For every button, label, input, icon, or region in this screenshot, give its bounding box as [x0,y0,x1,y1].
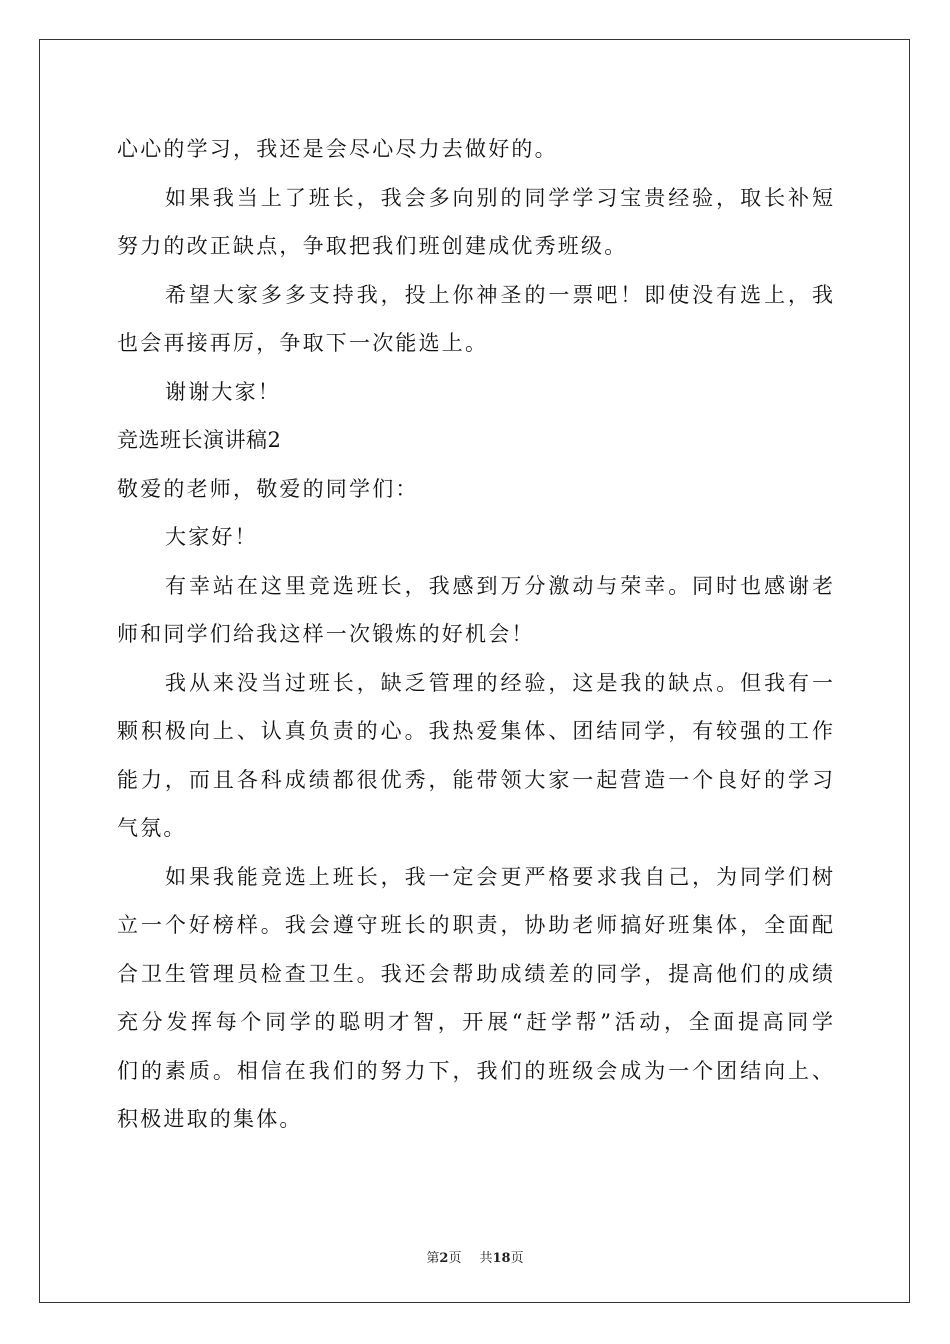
paragraph-line: 师和同学们给我这样一次锻炼的好机会！ [117,622,535,646]
paragraph-line: 也会再接再厉，争取下一次能选上。 [117,331,489,355]
paragraph-line: 颗积极向上、认真负责的心。我热爱集体、团结同学，有较强的工作 [117,719,833,743]
page-footer [0,1247,950,1266]
paragraph-line: 们的素质。相信在我们的努力下，我们的班级会成为一个团结向上、 [117,1058,833,1083]
paragraph-line: 有幸站在这里竞选班长，我感到万分激动与荣幸。同时也感谢老 [165,573,833,598]
document-body [117,125,833,1144]
paragraph-line: 希望大家多多支持我，投上你神圣的一票吧！即使没有选上，我 [165,282,833,307]
paragraph-line: 如果我能竞选上班长，我一定会更严格要求我自己，为同学们树 [165,864,833,889]
paragraph-line: 能力，而且各科成绩都很优秀，能带领大家一起营造一个良好的学习 [117,767,833,792]
total-suffix: 页 [510,1251,524,1266]
paragraph-line: 努力的改正缺点，争取把我们班创建成优秀班级。 [117,234,628,258]
page-prefix: 第 [426,1251,440,1266]
page-number: 2 [439,1251,449,1266]
paragraph-line: 谢谢大家！ [165,379,281,404]
paragraph-line: 充分发挥每个同学的聪明才智，开展“赶学帮”活动，全面提高同学 [117,1010,833,1034]
paragraph-line: 气氛。 [117,816,187,840]
paragraph-line: 心心的学习，我还是会尽心尽力去做好的。 [117,137,558,161]
paragraph-line: 立一个好榜样。我会遵守班长的职责，协助老师搞好班集体，全面配 [117,913,833,937]
total-pages: 18 [492,1251,511,1266]
greeting: 大家好！ [165,525,258,549]
page-suffix: 页 [448,1251,462,1266]
paragraph-line: 合卫生管理员检查卫生。我还会帮助成绩差的同学，提高他们的成绩 [117,961,833,986]
paragraph-line: 如果我当上了班长，我会多向别的同学学习宝贵经验，取长补短 [165,185,833,210]
section-heading: 竞选班长演讲稿2 [117,428,282,452]
paragraph-line: 我从来没当过班长，缺乏管理的经验，这是我的缺点。但我有一 [165,670,833,695]
salutation: 敬爱的老师，敬爱的同学们： [117,476,419,501]
total-prefix: 共 [479,1251,493,1266]
paragraph-line: 积极进取的集体。 [117,1107,303,1131]
